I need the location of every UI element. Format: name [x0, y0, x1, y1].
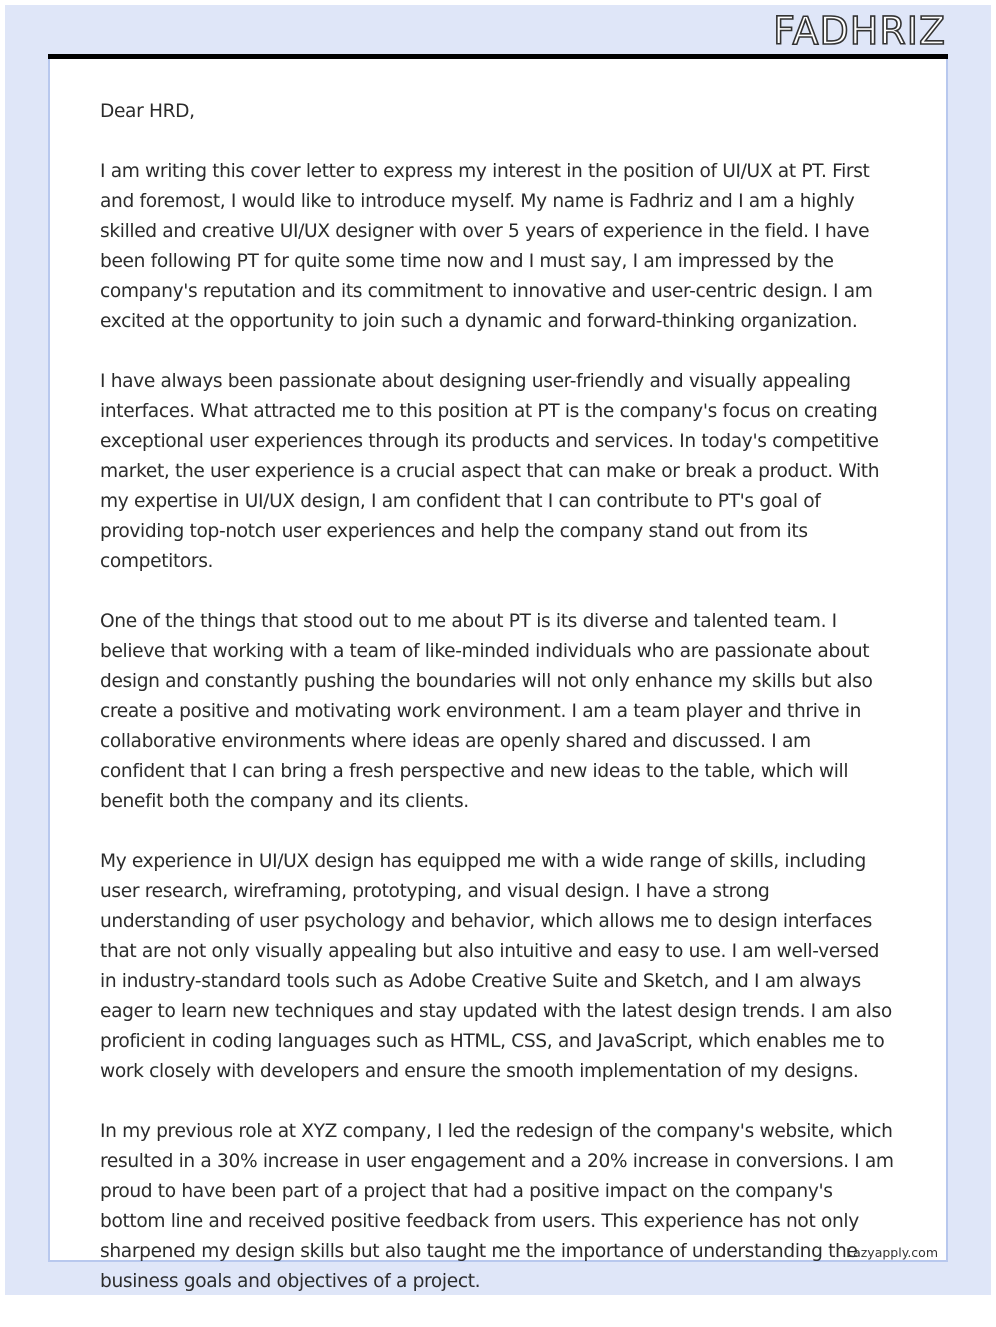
salutation: Dear HRD,: [100, 101, 195, 122]
watermark: Lazyapply.com: [846, 1245, 938, 1260]
letter-body: [100, 97, 900, 1327]
paragraph-team: One of the things that stood out to me about PT is its diverse and talented team. I believe that working with a team of like-minded individuals who are passionate about design and constantly pushing the boundaries will not only enhance my skills but also create a positive and motivating work environment. I am a team player and thrive in collaborative environments where ideas are openly shared and discussed. I am confident that I can bring a fresh perspective and new ideas to the table, which will benefit both the company and its clients.: [100, 611, 873, 812]
paragraph-experience: In my previous role at XYZ company, I led the redesign of the company's website, which resulted in a 30% increase in user engagement and a 20% increase in conversions. I am proud to have been part of a project that had a positive impact on the company's bottom line and received positive feedback from users. This experience has not only sharpened my design skills but also taught me the importance of understanding the business goals and objectives of a project.: [100, 1121, 894, 1292]
paragraph-intro: I am writing this cover letter to express my interest in the position of UI/UX at PT. First and foremost, I would like to introduce myself. My name is Fadhriz and I am a highly skilled and creative UI/UX designer with over 5 years of experience in the field. I have been following PT for quite some time now and I must say, I am impressed by the company's reputation and its commitment to innovative and user-centric design. I am excited at the opportunity to join such a dynamic and forward-thinking organization.: [100, 161, 873, 332]
paragraph-passion: I have always been passionate about designing user-friendly and visually appealing interfaces. What attracted me to this position at PT is the company's focus on creating exceptional user experiences through its products and services. In today's competitive market, the user experience is a crucial aspect that can make or break a product. With my expertise in UI/UX design, I am confident that I can contribute to PT's goal of providing top-notch user experiences and help the company stand out from its competitors.: [100, 371, 880, 572]
paragraph-skills: My experience in UI/UX design has equipped me with a wide range of skills, including user research, wireframing, prototyping, and visual design. I have a strong understanding of user psychology and behavior, which allows me to design interfaces that are not only visually appealing but also intuitive and easy to use. I am well-versed in industry-standard tools such as Adobe Creative Suite and Sketch, and I am always eager to learn new techniques and stay updated with the latest design trends. I am also proficient in coding languages such as HTML, CSS, and JavaScript, which enables me to work closely with developers and ensure the smooth implementation of my designs.: [100, 851, 892, 1082]
applicant-name-header: FADHRIZ: [773, 9, 946, 53]
letter-sheet: [48, 59, 948, 1292]
